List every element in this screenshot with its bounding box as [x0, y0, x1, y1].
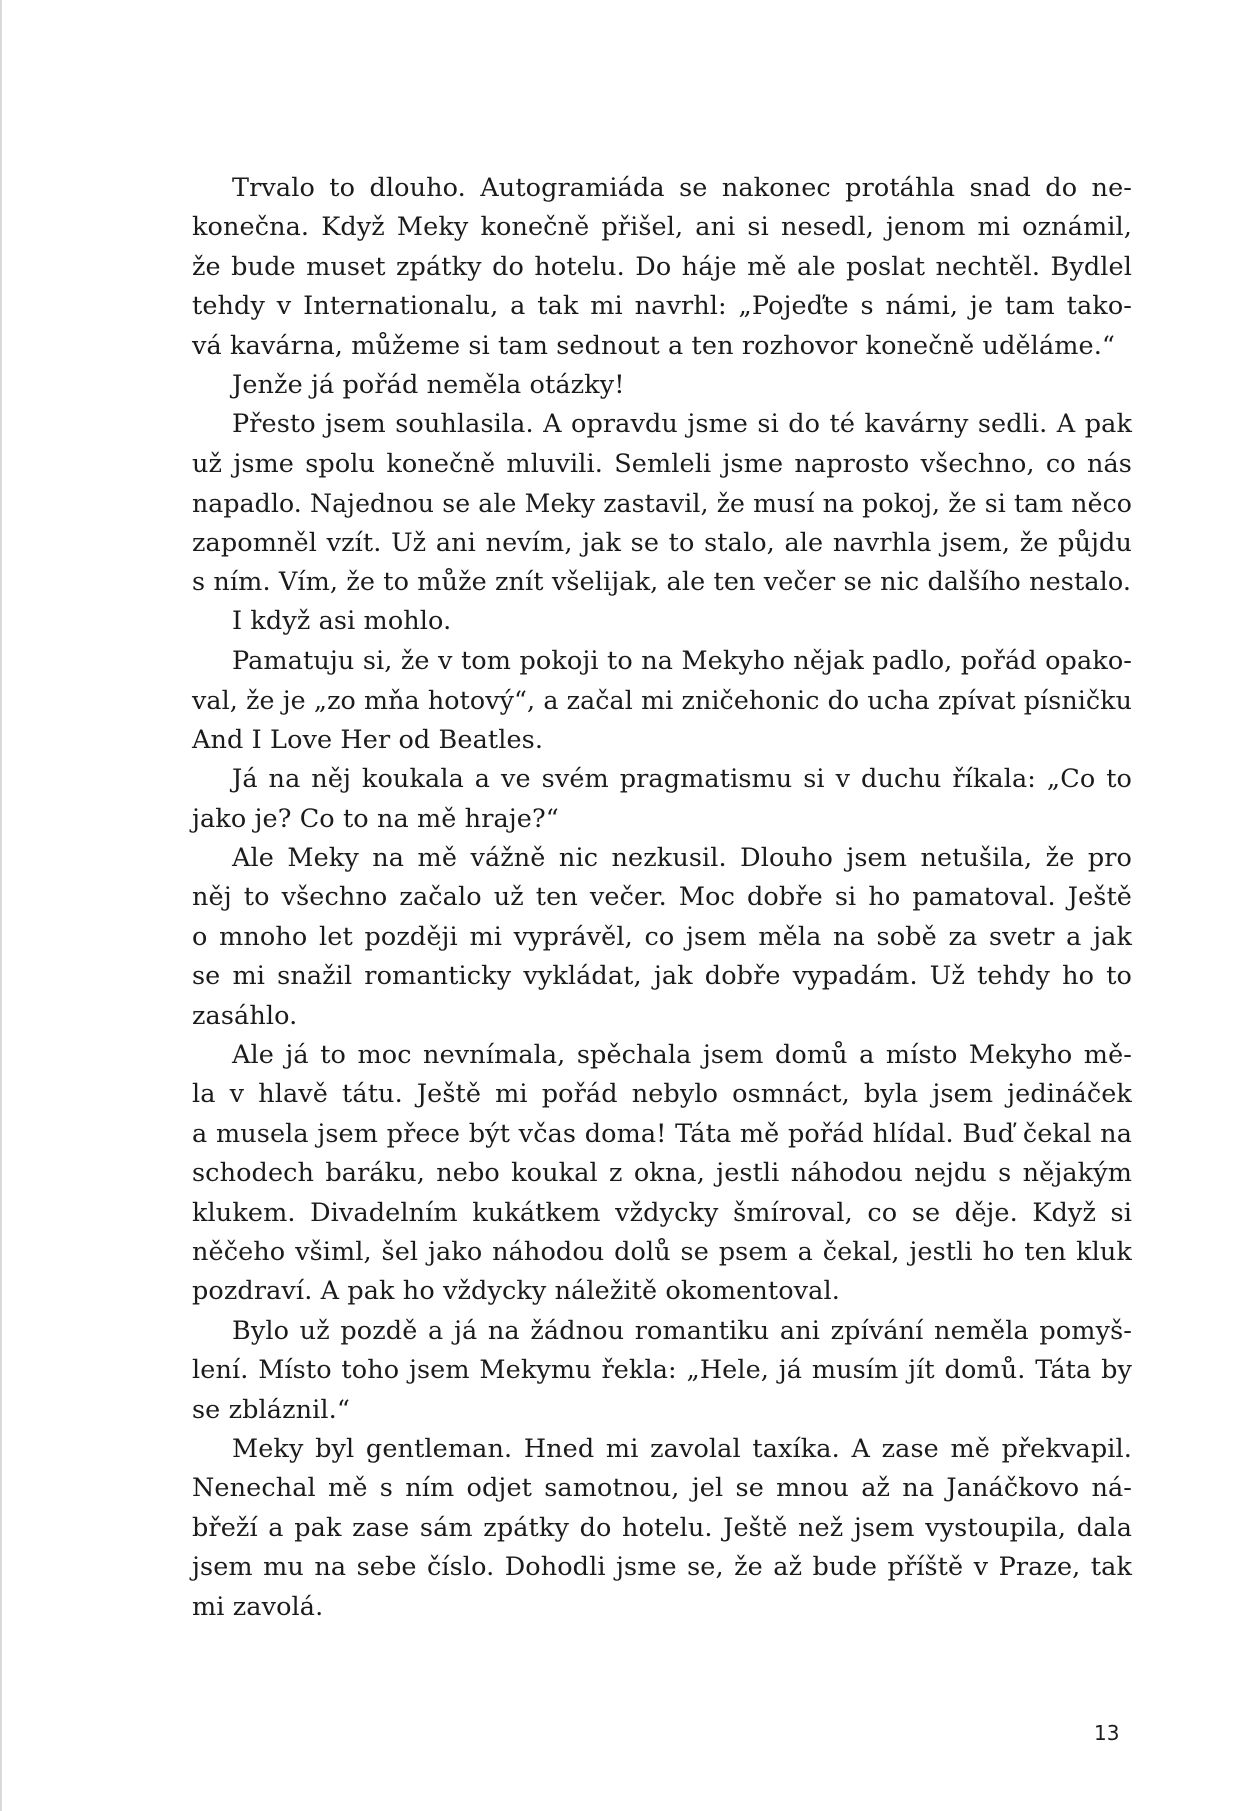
text-line: Ale já to moc nevnímala, spěchala jsem domů a místo Mekyho mě-	[232, 1039, 1132, 1070]
paragraph	[192, 405, 1132, 602]
text-line: konečna. Když Meky konečně přišel, ani si nesedl, jenom mi oznámil,	[192, 212, 1132, 243]
paragraph	[192, 760, 1132, 839]
text-line: Ale Meky na mě vážně nic nezkusil. Dlouho jsem netušila, že pro	[232, 842, 1132, 873]
text-line: s ním. Vím, že to může znít všelijak, ale ten večer se nic dalšího nestalo.	[192, 567, 1132, 598]
text-line: jako je? Co to na mě hraje?“	[192, 803, 559, 834]
text-line: už jsme spolu konečně mluvili. Semleli jsme naprosto všechno, co nás	[192, 448, 1132, 479]
paragraph	[192, 1036, 1132, 1312]
paragraph	[192, 1312, 1132, 1430]
text-line: o mnoho let později mi vyprávěl, co jsem měla na sobě za svetr a jak	[192, 921, 1132, 952]
text-line: břeží a pak zase sám zpátky do hotelu. Ještě než jsem vystoupila, dala	[192, 1512, 1132, 1543]
text-line: Nenechal mě s ním odjet samotnou, jel se mnou až na Janáčkovo ná-	[192, 1473, 1132, 1504]
text-line: I když asi mohlo.	[232, 606, 452, 637]
text-line: napadlo. Najednou se ale Meky zastavil, že musí na pokoj, že si tam něco	[192, 489, 1132, 519]
text-line: Jenže já pořád neměla otázky!	[232, 370, 625, 401]
text-line: zasáhlo.	[192, 1000, 298, 1031]
paragraph	[192, 1430, 1132, 1627]
text-line: a musela jsem přece být včas doma! Táta mě pořád hlídal. Buď čekal na	[192, 1118, 1132, 1149]
text-line: vá kavárna, můžeme si tam sednout a ten rozhovor konečně uděláme.“	[192, 330, 1116, 361]
text-line: se zbláznil.“	[192, 1394, 351, 1425]
text-line: Trvalo to dlouho. Autogramiáda se nakonec protáhla snad do ne-	[232, 173, 1132, 203]
text-line: jsem mu na sebe číslo. Dohodli jsme se, že až bude příště v Praze, tak	[192, 1552, 1132, 1583]
text-line: se mi snažil romanticky vykládat, jak dobře vypadám. Už tehdy ho to	[192, 961, 1132, 992]
text-line: val, že je „zo mňa hotový“, a začal mi zničehonic do ucha zpívat písničku	[192, 686, 1132, 716]
text-line: Přesto jsem souhlasila. A opravdu jsme si do té kavárny sedli. A pak	[232, 409, 1132, 440]
text-line: mi zavolá.	[192, 1591, 324, 1622]
text-line: lení. Místo toho jsem Mekymu řekla: „Hele, já musím jít domů. Táta by	[192, 1355, 1132, 1386]
paragraph	[192, 642, 1132, 760]
text-line: Meky byl gentleman. Hned mi zavolal taxíka. A zase mě překvapil.	[232, 1434, 1132, 1464]
text-line: And I Love Her od Beatles.	[192, 724, 544, 755]
text-line: že bude muset zpátky do hotelu. Do háje mě ale poslat nechtěl. Bydlel	[192, 251, 1132, 282]
text-line: klukem. Divadelním kukátkem vždycky šmíroval, co se děje. Když si	[192, 1197, 1132, 1228]
text-line: schodech baráku, nebo koukal z okna, jestli náhodou nejdu s nějakým	[192, 1158, 1132, 1189]
paragraph	[192, 366, 1132, 405]
paragraph	[192, 602, 1132, 641]
text-line: zapomněl vzít. Už ani nevím, jak se to stalo, ale navrhla jsem, že půjdu	[192, 527, 1132, 558]
body-text	[192, 169, 1132, 1627]
text-line: něčeho všiml, šel jako náhodou dolů se psem a čekal, jestli ho ten kluk	[192, 1236, 1132, 1267]
text-line: něj to všechno začalo už ten večer. Moc dobře si ho pamatoval. Ještě	[192, 882, 1132, 913]
text-line: tehdy v Internationalu, a tak mi navrhl: „Pojeďte s námi, je tam tako-	[192, 291, 1132, 322]
text-line: Pamatuju si, že v tom pokoji to na Mekyho nějak padlo, pořád opako-	[232, 645, 1132, 676]
text-line: la v hlavě tátu. Ještě mi pořád nebylo osmnáct, byla jsem jedináček	[192, 1079, 1132, 1110]
paragraph	[192, 839, 1132, 1036]
text-line: Já na něj koukala a ve svém pragmatismu si v duchu říkala: „Co to	[232, 764, 1132, 795]
paragraph	[192, 169, 1132, 366]
page-number: 13	[1094, 1721, 1120, 1745]
text-line: pozdraví. A pak ho vždycky náležitě okomentoval.	[192, 1276, 840, 1307]
text-line: Bylo už pozdě a já na žádnou romantiku ani zpívání neměla pomyš-	[232, 1315, 1132, 1346]
